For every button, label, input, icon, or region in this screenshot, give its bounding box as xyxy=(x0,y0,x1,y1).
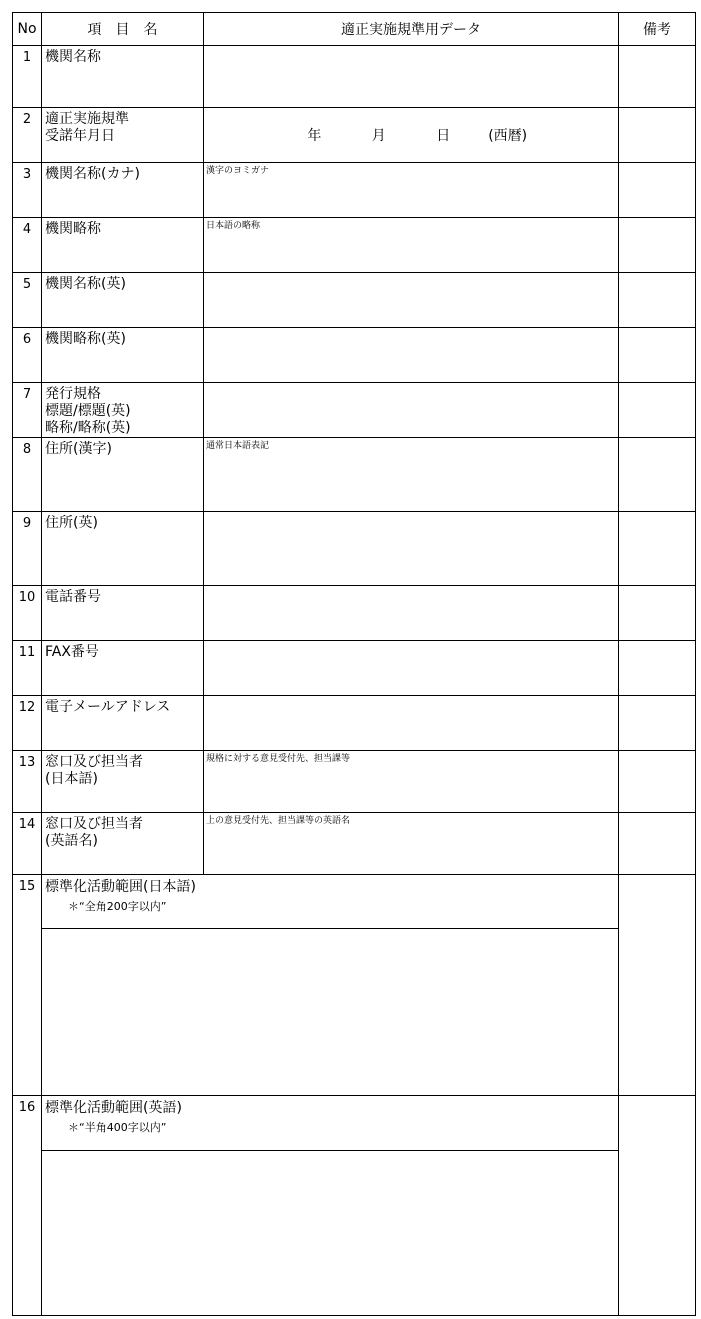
row-number: 15 xyxy=(13,875,42,1096)
data-field[interactable] xyxy=(204,751,619,813)
table-row xyxy=(13,696,696,751)
row-number: 4 xyxy=(13,218,42,273)
item-label: 機関略称 xyxy=(42,218,204,273)
table-row xyxy=(13,438,696,512)
note-field[interactable] xyxy=(619,438,696,512)
date-era: (西暦) xyxy=(488,128,528,144)
date-day: 日 xyxy=(436,128,451,144)
row-number: 7 xyxy=(13,383,42,438)
note-field[interactable] xyxy=(619,751,696,813)
data-field[interactable] xyxy=(204,46,619,108)
table-row xyxy=(13,163,696,218)
char-limit-note: ＊“半角400字以内” xyxy=(68,1121,167,1134)
row-number: 1 xyxy=(13,46,42,108)
activity-scope-en-header xyxy=(42,1096,618,1150)
data-field[interactable] xyxy=(204,641,619,696)
note-field[interactable] xyxy=(619,512,696,586)
table-row xyxy=(13,46,696,108)
row-number: 11 xyxy=(13,641,42,696)
activity-scope-jp-cell xyxy=(42,875,619,1096)
activity-scope-jp-field[interactable] xyxy=(42,928,618,1095)
note-field[interactable] xyxy=(619,218,696,273)
data-field[interactable] xyxy=(204,586,619,641)
data-field[interactable] xyxy=(204,696,619,751)
item-label: 発行規格 標題/標題(英) 略称/略称(英) xyxy=(42,383,204,438)
note-field[interactable] xyxy=(619,586,696,641)
table-row xyxy=(13,586,696,641)
item-label: 機関略称(英) xyxy=(42,328,204,383)
row-number: 12 xyxy=(13,696,42,751)
note-field[interactable] xyxy=(619,1096,696,1316)
table-row xyxy=(13,751,696,813)
table-row xyxy=(13,512,696,586)
item-label: 住所(漢字) xyxy=(42,438,204,512)
data-field[interactable] xyxy=(204,218,619,273)
item-label: 住所(英) xyxy=(42,512,204,586)
item-label: 窓口及び担当者 (英語名) xyxy=(42,813,204,875)
date-line xyxy=(204,125,618,145)
activity-scope-jp-header xyxy=(42,875,618,928)
data-field[interactable] xyxy=(204,163,619,218)
row-number: 9 xyxy=(13,512,42,586)
note-field[interactable] xyxy=(619,108,696,163)
item-label: 機関名称(英) xyxy=(42,273,204,328)
activity-scope-en-cell xyxy=(42,1096,619,1316)
row-number: 14 xyxy=(13,813,42,875)
table-row xyxy=(13,383,696,438)
header-data: 適正実施規準用データ xyxy=(204,13,619,46)
item-label: 窓口及び担当者 (日本語) xyxy=(42,751,204,813)
data-field[interactable] xyxy=(204,328,619,383)
row-number: 6 xyxy=(13,328,42,383)
data-hint: 日本語の略称 xyxy=(206,221,261,231)
header-item: 項 目 名 xyxy=(42,13,204,46)
row-number: 3 xyxy=(13,163,42,218)
table-row xyxy=(13,875,696,1096)
data-field[interactable] xyxy=(204,512,619,586)
table-row xyxy=(13,273,696,328)
header-no: No xyxy=(13,13,42,46)
note-field[interactable] xyxy=(619,273,696,328)
note-field[interactable] xyxy=(619,641,696,696)
date-year: 年 xyxy=(307,128,322,144)
row-number: 13 xyxy=(13,751,42,813)
note-field[interactable] xyxy=(619,696,696,751)
table-row xyxy=(13,218,696,273)
item-label: 電話番号 xyxy=(42,586,204,641)
item-label: 標準化活動範囲(日本語) xyxy=(45,879,196,895)
table-row xyxy=(13,641,696,696)
item-label: FAX番号 xyxy=(42,641,204,696)
item-label: 機関名称 xyxy=(42,46,204,108)
data-hint: 上の意見受付先、担当課等の英語名 xyxy=(206,816,351,826)
data-field[interactable] xyxy=(204,438,619,512)
note-field[interactable] xyxy=(619,383,696,438)
date-month: 月 xyxy=(371,128,386,144)
item-label: 電子メールアドレス xyxy=(42,696,204,751)
header-row xyxy=(13,13,696,46)
row-number: 8 xyxy=(13,438,42,512)
table-row xyxy=(13,328,696,383)
table-row xyxy=(13,108,696,163)
note-field[interactable] xyxy=(619,813,696,875)
header-note: 備考 xyxy=(619,13,696,46)
data-hint: 通常日本語表記 xyxy=(206,441,270,451)
data-hint: 規格に対する意見受付先、担当課等 xyxy=(206,754,351,764)
date-field[interactable] xyxy=(204,108,619,163)
note-field[interactable] xyxy=(619,328,696,383)
table-row xyxy=(13,813,696,875)
table-row xyxy=(13,1096,696,1316)
note-field[interactable] xyxy=(619,875,696,1096)
note-field[interactable] xyxy=(619,46,696,108)
activity-scope-en-field[interactable] xyxy=(42,1150,618,1315)
registration-form-table xyxy=(12,12,696,1316)
item-label: 適正実施規準 受諾年月日 xyxy=(42,108,204,163)
data-field[interactable] xyxy=(204,813,619,875)
item-label: 機関名称(カナ) xyxy=(42,163,204,218)
row-number: 2 xyxy=(13,108,42,163)
row-number: 16 xyxy=(13,1096,42,1316)
row-number: 10 xyxy=(13,586,42,641)
data-hint: 漢字のヨミガナ xyxy=(206,166,270,176)
note-field[interactable] xyxy=(619,163,696,218)
data-field[interactable] xyxy=(204,383,619,438)
data-field[interactable] xyxy=(204,273,619,328)
char-limit-note: ＊“全角200字以内” xyxy=(68,900,167,913)
item-label: 標準化活動範囲(英語) xyxy=(45,1100,182,1116)
row-number: 5 xyxy=(13,273,42,328)
